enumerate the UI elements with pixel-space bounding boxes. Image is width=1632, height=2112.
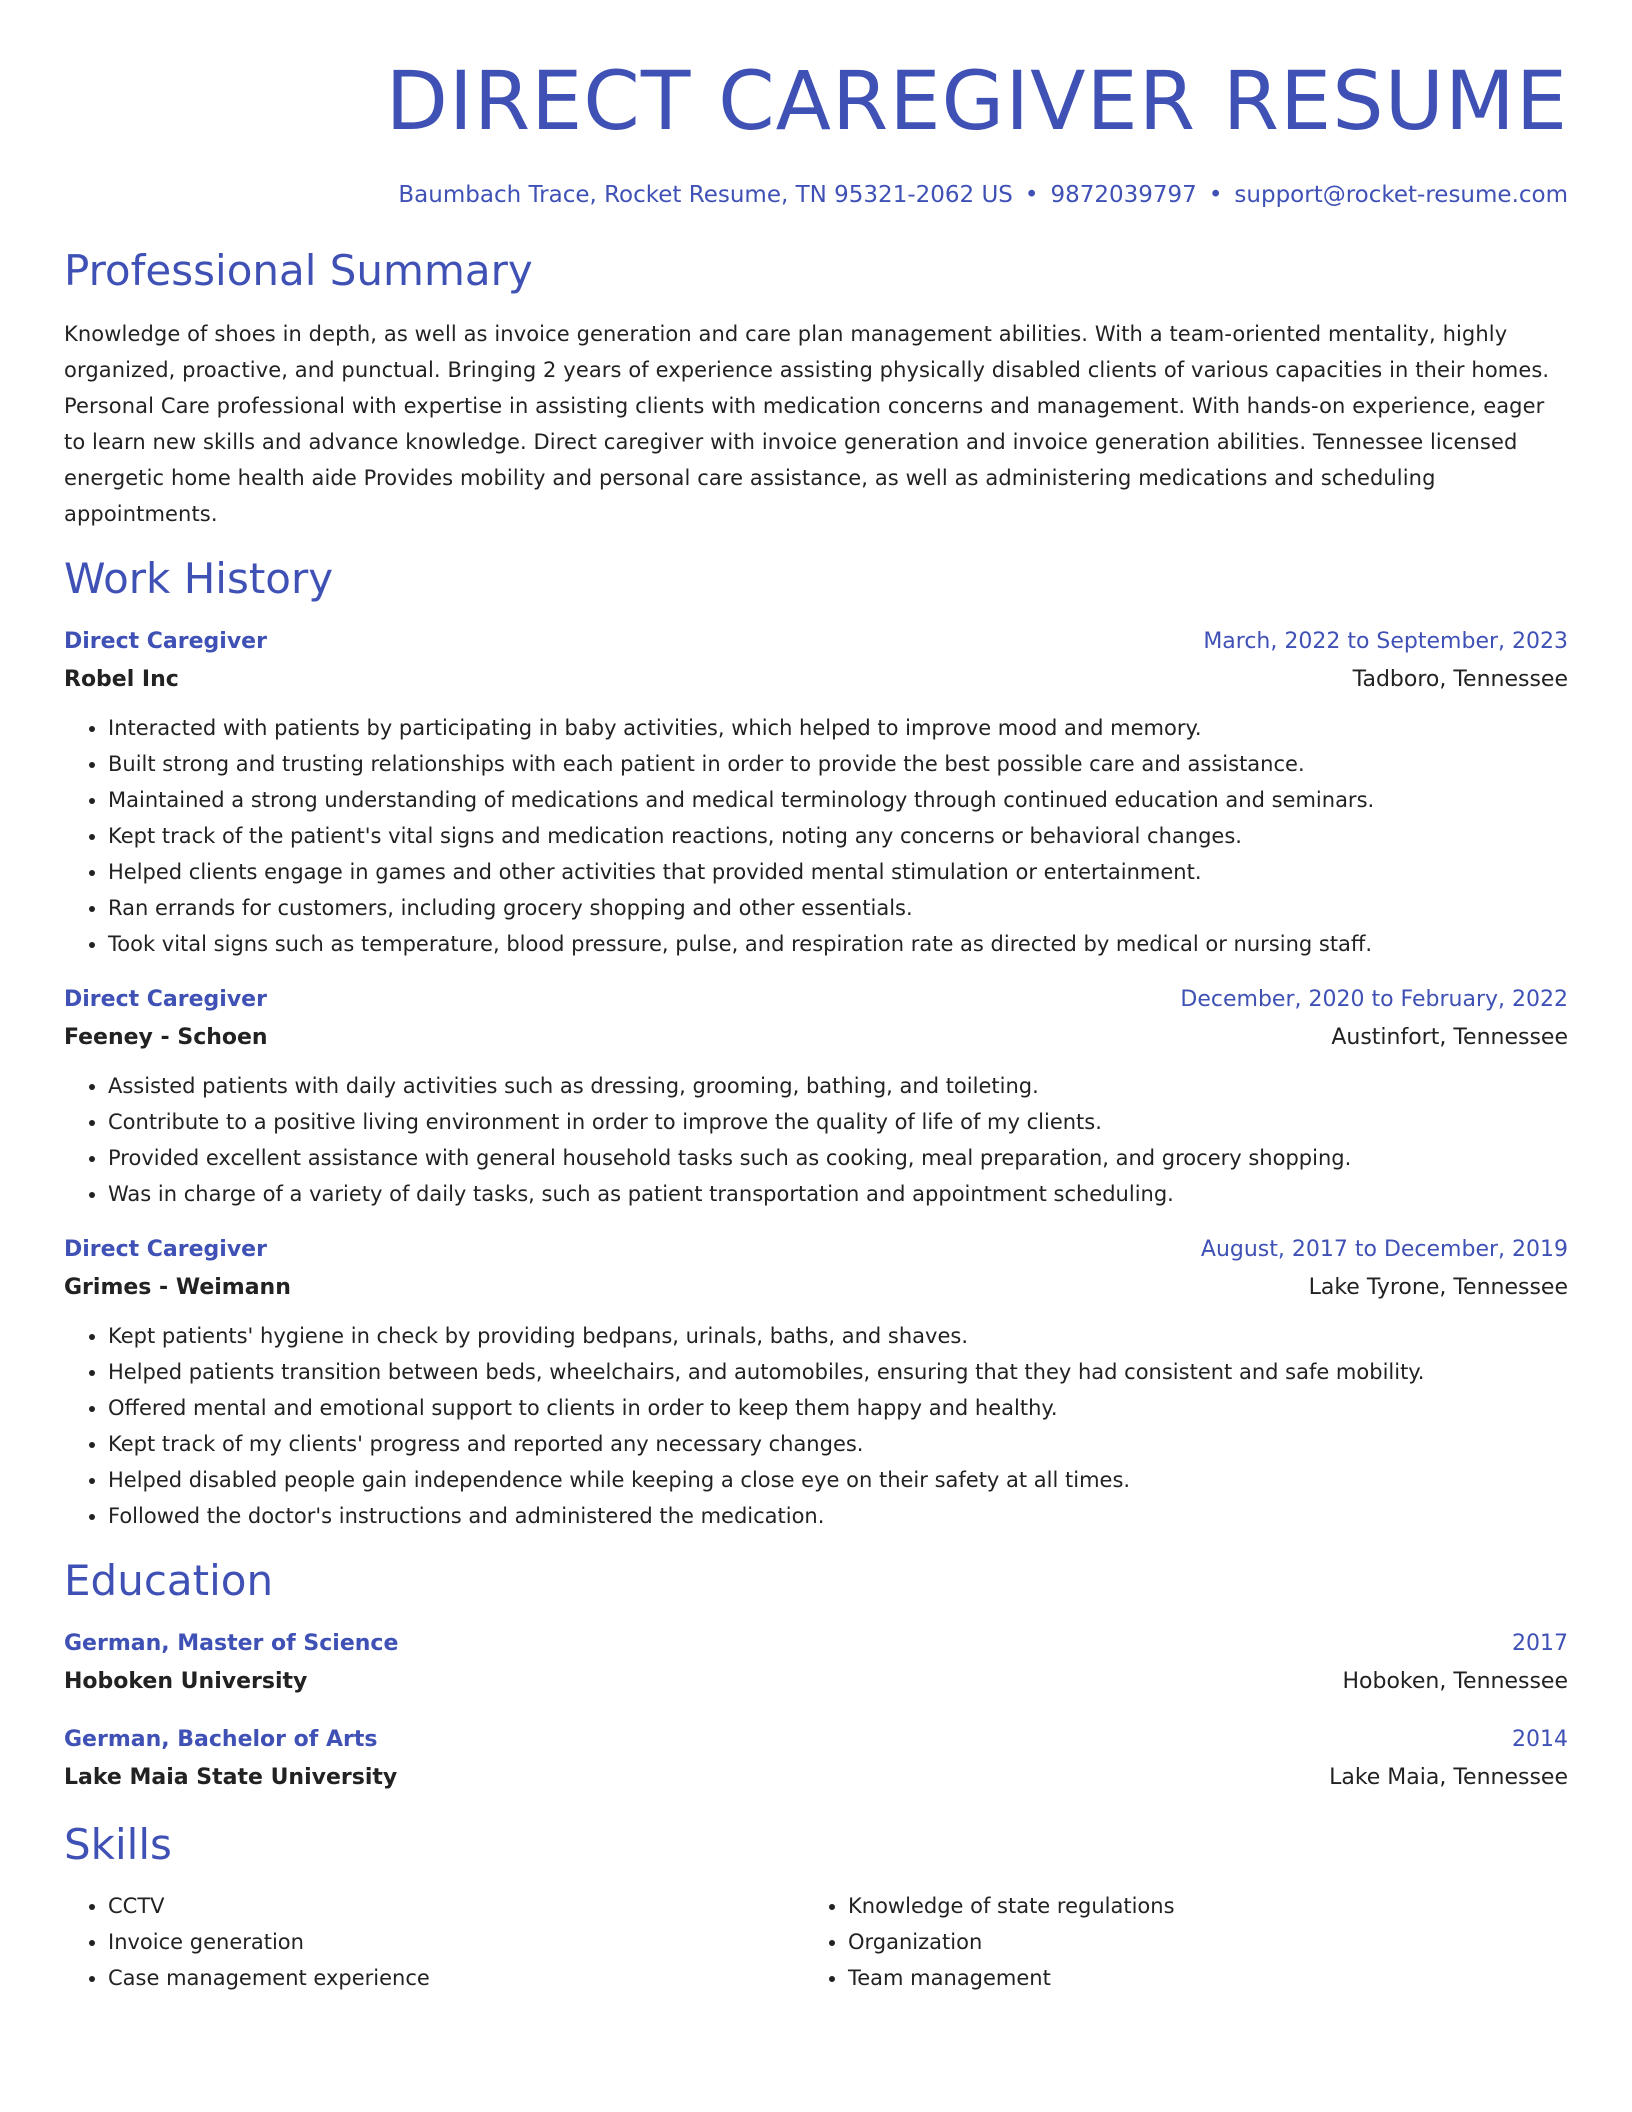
job-bullet: • Helped clients engage in games and other activities that provided mental stimulation or entertainment. [108,854,1568,890]
job-dates: March, 2022 to September, 2023 [1203,629,1568,654]
job-bullet: • Built strong and trusting relationships with each patient in order to provide the best possible care and assistance. [108,746,1568,782]
skills-grid [64,1888,1568,1996]
job-bullet: • Ran errands for customers, including grocery shopping and other essentials. [108,890,1568,926]
education-heading: Education [64,1556,274,1605]
job-location: Lake Tyrone, Tennessee [1308,1275,1568,1300]
skills-heading: Skills [64,1820,172,1869]
contact-line [64,180,1568,210]
skills-column-left [64,1888,804,1996]
skill-item: • Organization [848,1924,1544,1960]
education-entry [64,1626,1568,1702]
education-year: 2014 [1512,1727,1568,1752]
education-location: Hoboken, Tennessee [1342,1669,1568,1694]
job-company: Feeney - Schoen [64,1025,268,1050]
job-bullet: • Interacted with patients by participating in baby activities, which helped to improve mood and memory. [108,710,1568,746]
job-bullets [64,710,1568,962]
job-role: Direct Caregiver [64,987,267,1012]
job-bullet: • Offered mental and emotional support to clients in order to keep them happy and healthy. [108,1390,1568,1426]
job-bullets [64,1068,1568,1212]
contact-email: support@rocket-resume.com [1234,182,1568,208]
job-location: Tadboro, Tennessee [1352,667,1568,692]
job-bullet: • Assisted patients with daily activities such as dressing, grooming, bathing, and toileting. [108,1068,1568,1104]
job-role: Direct Caregiver [64,629,267,654]
summary-heading: Professional Summary [64,246,533,295]
contact-separator: • [1208,182,1223,208]
job-bullet: • Maintained a strong understanding of medications and medical terminology through continued education and seminars. [108,782,1568,818]
skill-item: • Invoice generation [108,1924,804,1960]
skill-item: • Case management experience [108,1960,804,1996]
job-entry [64,1232,1568,1534]
job-company: Grimes - Weimann [64,1275,291,1300]
resume-title: DIRECT CAREGIVER RESUME [385,55,1568,149]
job-bullet: • Helped patients transition between beds, wheelchairs, and automobiles, ensuring that they had consistent and safe mobility. [108,1354,1568,1390]
education-entry [64,1722,1568,1798]
job-role: Direct Caregiver [64,1237,267,1262]
education-location: Lake Maia, Tennessee [1329,1765,1568,1790]
skill-item: • Team management [848,1960,1544,1996]
job-company: Robel Inc [64,667,179,692]
job-bullet: • Followed the doctor's instructions and administered the medication. [108,1498,1568,1534]
work-history-heading: Work History [64,554,334,603]
education-section [64,1556,1568,1798]
contact-separator: • [1024,182,1039,208]
education-degree: German, Master of Science [64,1631,399,1656]
education-degree: German, Bachelor of Arts [64,1727,378,1752]
job-bullet: • Contribute to a positive living environment in order to improve the quality of life of my clients. [108,1104,1568,1140]
job-bullets [64,1318,1568,1534]
work-history-section [64,554,1568,1534]
education-school: Lake Maia State University [64,1765,398,1790]
job-entry [64,624,1568,962]
summary-text: Knowledge of shoes in depth, as well as invoice generation and care plan management abilities. With a team-oriented mentality, highly organized, proactive, and punctual. Bringing 2 years of experience assisting physically disabled clients of various capacities in their homes. Personal Care professional with expertise in assisting clients with medication concerns and management. With hands-on experience, eager to learn new skills and advance knowledge. Direct caregiver with invoice generation and invoice generation abilities. Tennessee licensed energetic home health aide Provides mobility and personal care assistance, as well as administering medications and scheduling appointments. [64,322,1550,526]
job-entry [64,982,1568,1212]
skills-section [64,1820,1568,1996]
job-dates: August, 2017 to December, 2019 [1200,1237,1568,1262]
job-bullet: • Kept track of my clients' progress and reported any necessary changes. [108,1426,1568,1462]
education-school: Hoboken University [64,1669,308,1694]
job-bullet: • Kept track of the patient's vital signs and medication reactions, noting any concerns or behavioral changes. [108,818,1568,854]
skills-column-right [804,1888,1544,1996]
job-dates: December, 2020 to February, 2022 [1180,987,1568,1012]
job-bullet: • Was in charge of a variety of daily tasks, such as patient transportation and appointment scheduling. [108,1176,1568,1212]
job-location: Austinfort, Tennessee [1331,1025,1568,1050]
job-bullet: • Helped disabled people gain independence while keeping a close eye on their safety at all times. [108,1462,1568,1498]
education-year: 2017 [1512,1631,1568,1656]
job-bullet: • Kept patients' hygiene in check by providing bedpans, urinals, baths, and shaves. [108,1318,1568,1354]
job-bullet: • Provided excellent assistance with general household tasks such as cooking, meal preparation, and grocery shopping. [108,1140,1568,1176]
contact-phone: 9872039797 [1050,182,1197,208]
job-bullet: • Took vital signs such as temperature, blood pressure, pulse, and respiration rate as directed by medical or nursing staff. [108,926,1568,962]
skill-item: • Knowledge of state regulations [848,1888,1544,1924]
skill-item: • CCTV [108,1888,804,1924]
contact-address: Baumbach Trace, Rocket Resume, TN 95321-2062 US [398,182,1013,208]
